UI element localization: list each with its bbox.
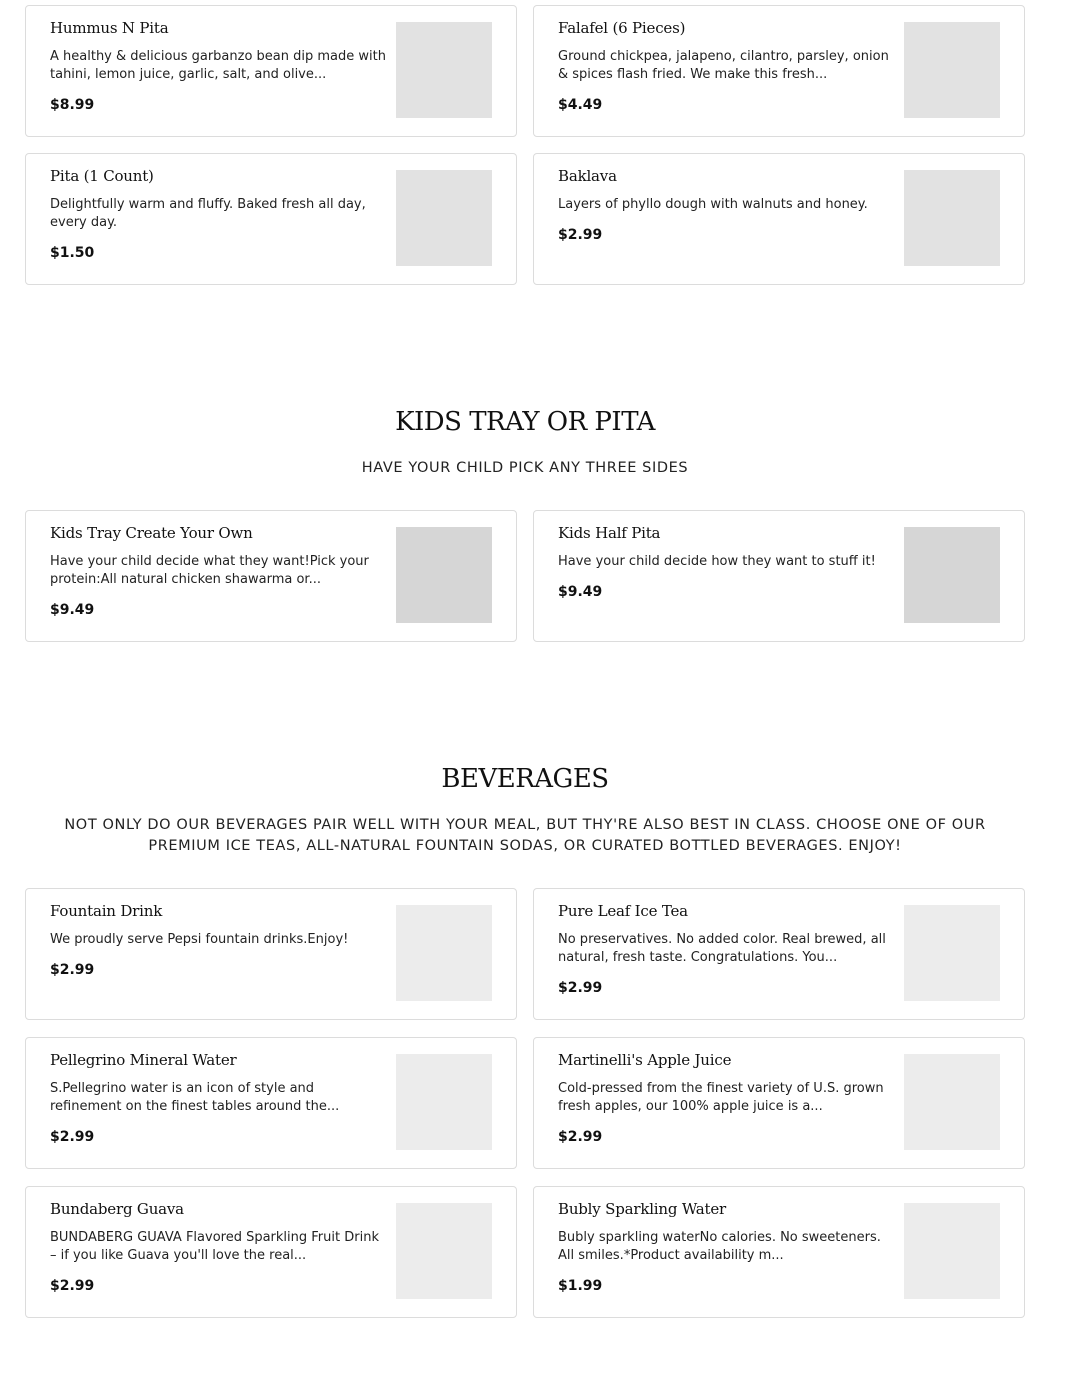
menu-item-description: Bubly sparkling waterNo calories. No sweeteners. All smiles.*Product availability m... — [558, 1230, 881, 1263]
menu-item-card[interactable] — [533, 1186, 1025, 1318]
menu-item-text — [558, 901, 896, 997]
menu-item-image — [396, 527, 492, 623]
menu-item-image — [396, 1203, 492, 1299]
kids-menu-grid — [25, 510, 1025, 642]
menu-item-name: Martinelli's Apple Juice — [558, 1051, 732, 1069]
menu-item-description: Have your child decide what they want!Pick your protein:All natural chicken shawarma or... — [50, 554, 369, 587]
menu-item-name: Pellegrino Mineral Water — [50, 1051, 237, 1069]
menu-item-image — [904, 1203, 1000, 1299]
menu-item-price: $2.99 — [50, 1129, 95, 1145]
beverages-menu-grid — [25, 888, 1025, 1318]
menu-item-image — [904, 1054, 1000, 1150]
menu-item-description: We proudly serve Pepsi fountain drinks.Enjoy! — [50, 932, 349, 947]
menu-item-description: S.Pellegrino water is an icon of style and refinement on the finest tables around the... — [50, 1081, 340, 1114]
menu-item-name: Fountain Drink — [50, 902, 163, 920]
menu-item-description: Delightfully warm and fluffy. Baked fresh all day, every day. — [50, 197, 366, 230]
menu-item-price: $1.50 — [50, 245, 95, 261]
menu-item-name: Falafel (6 Pieces) — [558, 19, 686, 37]
menu-item-text — [558, 1050, 896, 1146]
menu-item-name: Bundaberg Guava — [50, 1200, 184, 1218]
menu-item-name: Pita (1 Count) — [50, 167, 154, 185]
menu-item-text — [50, 523, 388, 619]
menu-item-description: Cold-pressed from the finest variety of U.S. grown fresh apples, our 100% apple juice is a... — [558, 1081, 884, 1114]
menu-item-price: $1.99 — [558, 1278, 603, 1294]
menu-item-name: Hummus N Pita — [50, 19, 169, 37]
menu-item-price: $2.99 — [50, 962, 95, 978]
menu-item-card[interactable] — [25, 1186, 517, 1318]
menu-item-card[interactable] — [25, 888, 517, 1020]
section-subtitle-beverages: NOT ONLY DO OUR BEVERAGES PAIR WELL WITH YOUR MEAL, BUT THY'RE ALSO BEST IN CLASS. CHOOSE ONE OF OUR PREMIUM ICE TEAS, ALL-NATURAL FOUNTAIN SODAS, OR CURATED BOTTLED BEVERAGES. ENJOY! — [64, 817, 986, 854]
menu-item-card[interactable] — [25, 5, 517, 137]
menu-item-text — [50, 166, 388, 262]
menu-item-card[interactable] — [533, 888, 1025, 1020]
menu-item-text — [558, 18, 896, 114]
section-title-kids: KIDS TRAY OR PITA — [395, 407, 655, 437]
section-title-beverages: BEVERAGES — [441, 764, 609, 794]
menu-item-text — [558, 523, 896, 601]
menu-item-price: $2.99 — [558, 227, 603, 243]
sides-menu-grid — [25, 5, 1025, 285]
menu-item-image — [904, 905, 1000, 1001]
menu-item-description: BUNDABERG GUAVA Flavored Sparkling Fruit Drink – if you like Guava you'll love the real... — [50, 1230, 379, 1263]
menu-item-card[interactable] — [533, 510, 1025, 642]
section-subtitle-kids: HAVE YOUR CHILD PICK ANY THREE SIDES — [361, 460, 689, 476]
menu-item-price: $9.49 — [50, 602, 95, 618]
menu-item-card[interactable] — [25, 153, 517, 285]
menu-item-text — [558, 166, 896, 244]
menu-item-price: $4.49 — [558, 97, 603, 113]
menu-item-description: Have your child decide how they want to stuff it! — [558, 554, 876, 569]
menu-item-card[interactable] — [533, 153, 1025, 285]
menu-item-text — [558, 1199, 896, 1295]
menu-item-price: $8.99 — [50, 97, 95, 113]
menu-item-card[interactable] — [25, 510, 517, 642]
menu-item-description: No preservatives. No added color. Real brewed, all natural, fresh taste. Congratulations. You... — [558, 932, 886, 965]
menu-item-description: Layers of phyllo dough with walnuts and honey. — [558, 197, 868, 212]
menu-item-text — [50, 1050, 388, 1146]
menu-item-text — [50, 1199, 388, 1295]
menu-item-name: Kids Tray Create Your Own — [50, 524, 253, 542]
menu-item-image — [904, 22, 1000, 118]
menu-item-name: Pure Leaf Ice Tea — [558, 902, 688, 920]
menu-item-image — [904, 170, 1000, 266]
menu-item-text — [50, 18, 388, 114]
menu-item-price: $2.99 — [50, 1278, 95, 1294]
menu-item-image — [396, 22, 492, 118]
menu-item-description: Ground chickpea, jalapeno, cilantro, parsley, onion & spices flash fried. We make this fresh... — [558, 49, 889, 82]
menu-item-card[interactable] — [533, 5, 1025, 137]
menu-item-card[interactable] — [533, 1037, 1025, 1169]
menu-item-price: $2.99 — [558, 980, 603, 996]
menu-item-image — [396, 1054, 492, 1150]
menu-item-price: $9.49 — [558, 584, 603, 600]
menu-item-name: Kids Half Pita — [558, 524, 661, 542]
menu-item-image — [396, 170, 492, 266]
menu-item-text — [50, 901, 388, 979]
menu-item-name: Bubly Sparkling Water — [558, 1200, 726, 1218]
menu-item-name: Baklava — [558, 167, 617, 185]
menu-item-card[interactable] — [25, 1037, 517, 1169]
menu-item-image — [396, 905, 492, 1001]
menu-item-image — [904, 527, 1000, 623]
menu-item-description: A healthy & delicious garbanzo bean dip made with tahini, lemon juice, garlic, salt, and olive... — [50, 49, 386, 82]
menu-item-price: $2.99 — [558, 1129, 603, 1145]
